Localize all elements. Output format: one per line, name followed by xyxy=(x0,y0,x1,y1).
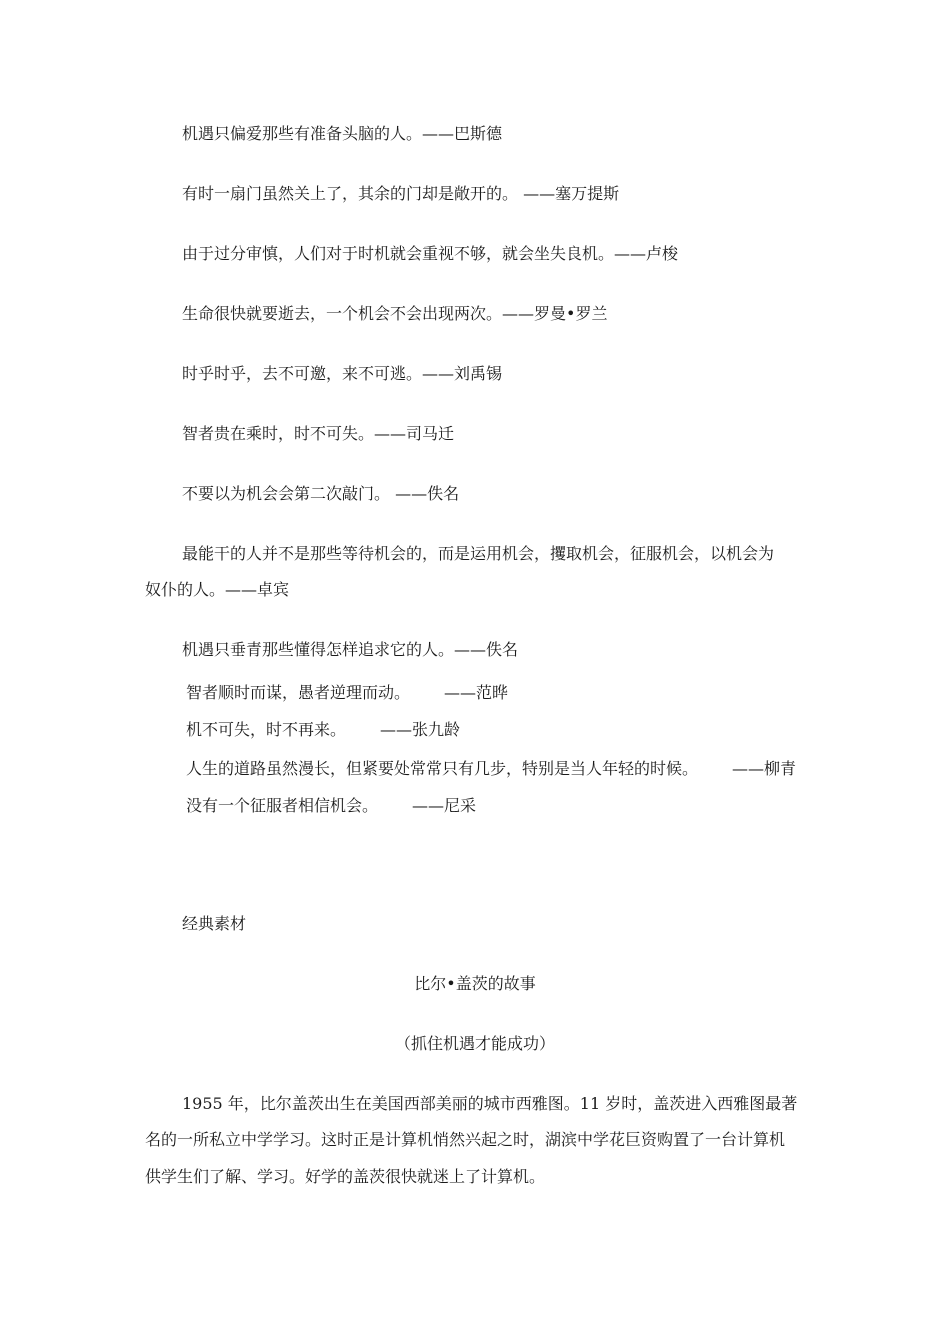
short-quote-text: 人生的道路虽然漫长，但紧要处常常只有几步，特别是当人年轻的时候。 xyxy=(186,759,699,778)
quote-line: 有时一扇门虽然关上了，其余的门却是敞开的。 ——塞万提斯 xyxy=(182,184,620,203)
quote-line: 机遇只垂青那些懂得怎样追求它的人。——佚名 xyxy=(182,640,519,659)
quote-line-continued: 奴仆的人。——卓宾 xyxy=(145,580,290,599)
short-quote-author: ——尼采 xyxy=(412,796,477,815)
short-quote-author: ——张九龄 xyxy=(380,720,461,739)
short-quote-text: 智者顺时而谋，愚者逆理而动。 xyxy=(186,683,411,702)
quote-line: 最能干的人并不是那些等待机会的，而是运用机会，攫取机会，征服机会，以机会为 xyxy=(182,544,775,563)
story-paragraph-line: 供学生们了解、学习。好学的盖茨很快就迷上了计算机。 xyxy=(145,1167,546,1186)
quote-line: 不要以为机会会第二次敲门。 ——佚名 xyxy=(182,484,460,503)
quote-line: 机遇只偏爱那些有准备头脑的人。——巴斯德 xyxy=(182,124,503,143)
quote-line: 生命很快就要逝去，一个机会不会出现两次。——罗曼•罗兰 xyxy=(182,304,608,323)
quote-line: 由于过分审慎，人们对于时机就会重视不够，就会坐失良机。——卢梭 xyxy=(182,244,679,263)
short-quote xyxy=(186,683,508,703)
story-paragraph-line: 名的一所私立中学学习。这时正是计算机悄然兴起之时，湖滨中学花巨资购置了一台计算机 xyxy=(145,1130,786,1149)
short-quote-author: ——范晔 xyxy=(444,683,509,702)
section-heading: 经典素材 xyxy=(182,914,247,933)
story-title: 比尔•盖茨的故事 xyxy=(414,974,536,993)
story-paragraph-line: 1955 年，比尔盖茨出生在美国西部美丽的城市西雅图。11 岁时，盖茨进入西雅图最著 xyxy=(182,1094,798,1113)
short-quote xyxy=(186,796,476,816)
short-quote xyxy=(186,720,460,740)
short-quote-text: 没有一个征服者相信机会。 xyxy=(186,796,379,815)
quote-line: 时乎时乎，去不可邀，来不可逃。——刘禹锡 xyxy=(182,364,503,383)
short-quote xyxy=(186,759,796,779)
short-quote-author: ——柳青 xyxy=(732,759,797,778)
short-quote-text: 机不可失，时不再来。 xyxy=(186,720,347,739)
quote-line: 智者贵在乘时，时不可失。——司马迁 xyxy=(182,424,455,443)
story-subtitle: （抓住机遇才能成功） xyxy=(394,1034,555,1053)
